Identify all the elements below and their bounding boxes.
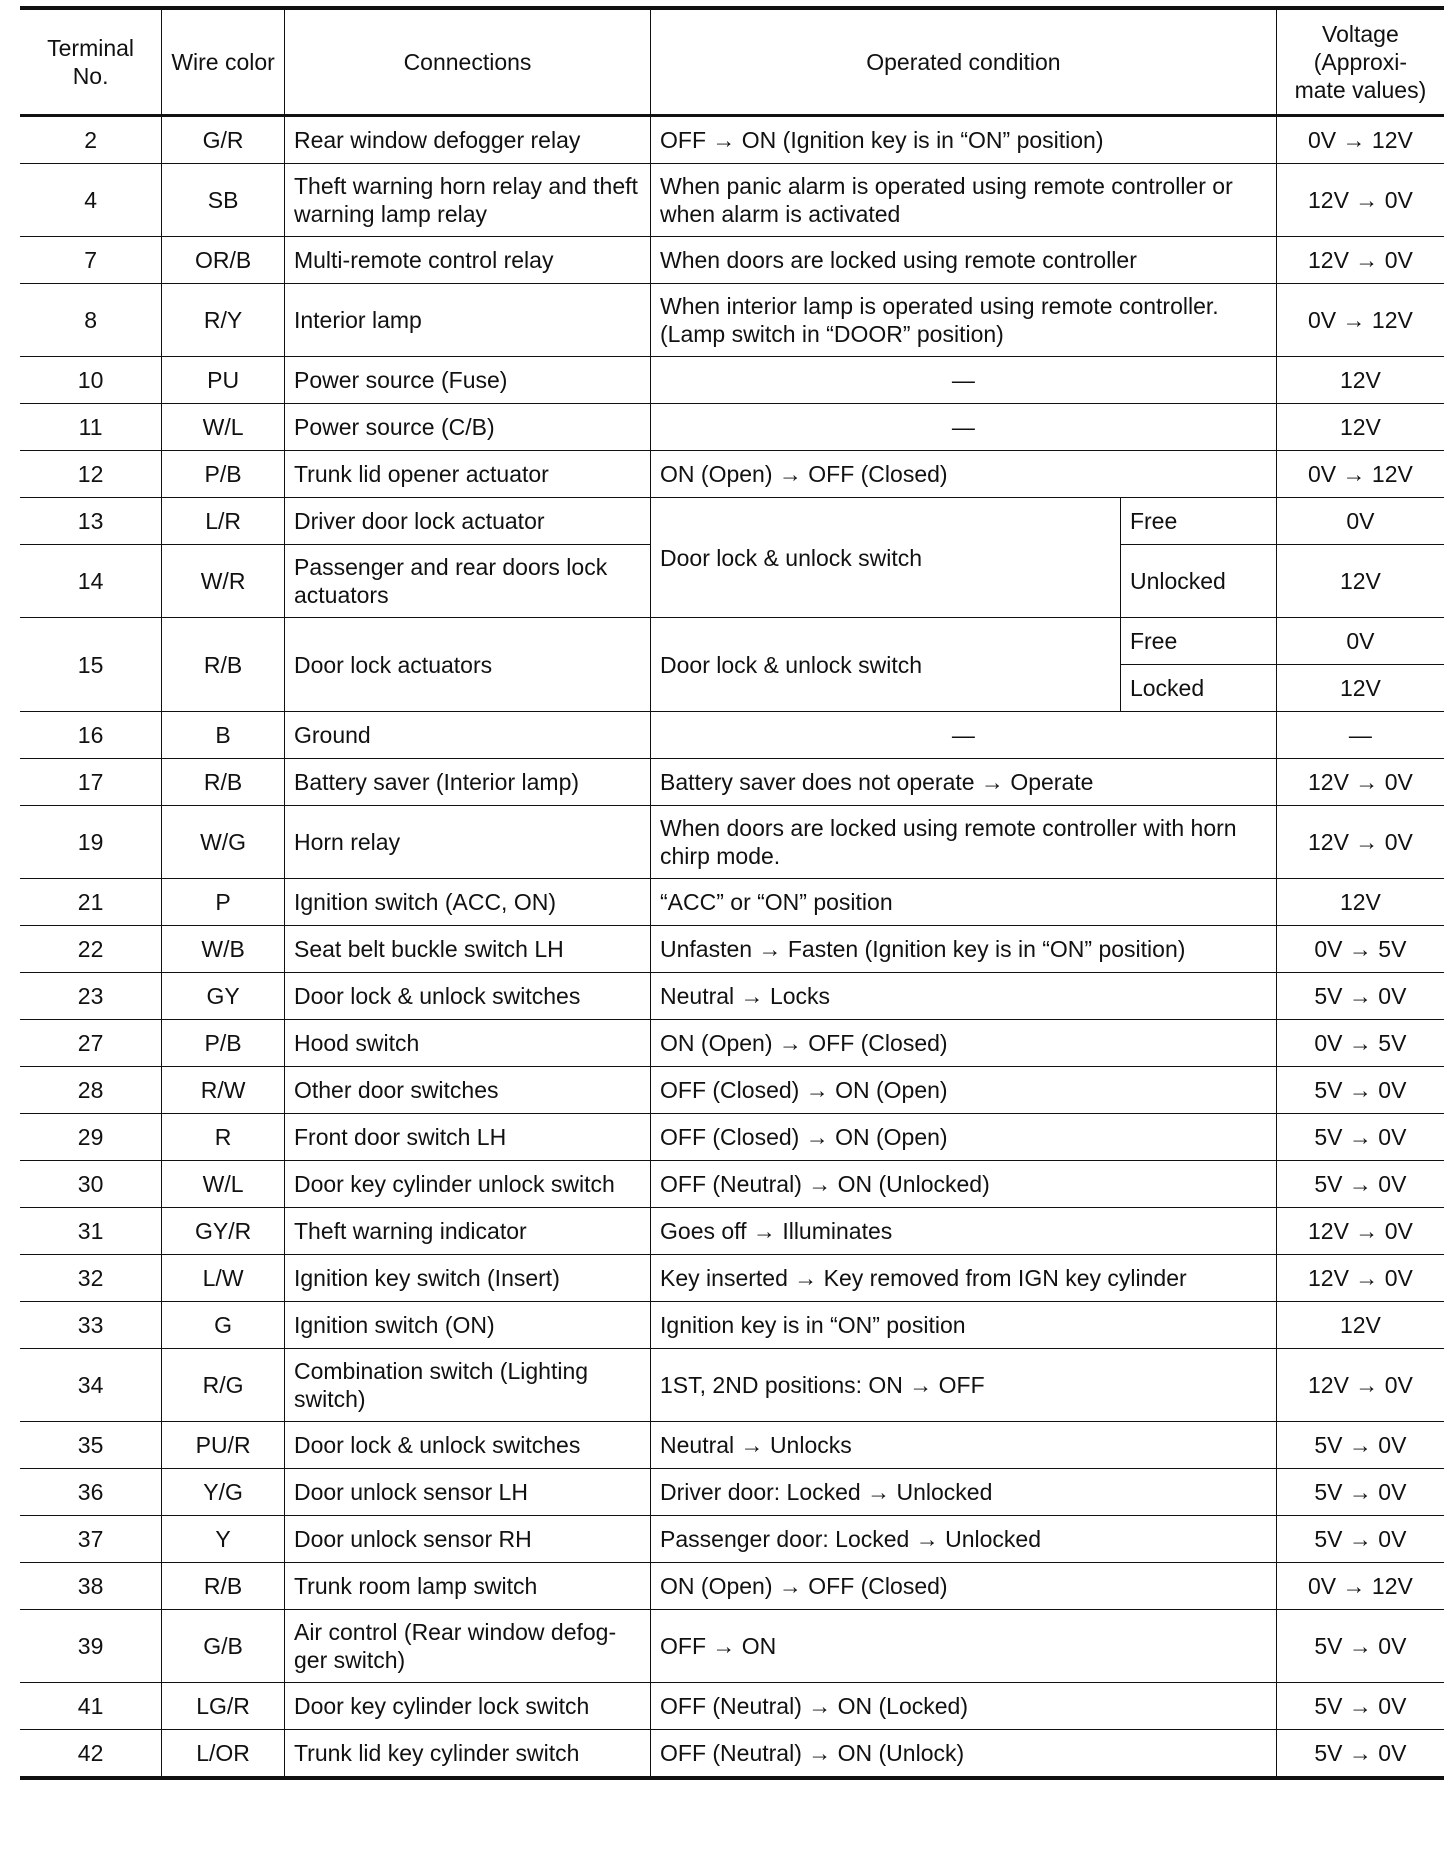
wire-color: GY: [162, 973, 285, 1020]
wire-color: W/G: [162, 806, 285, 879]
wire-color: P/B: [162, 451, 285, 498]
terminal-no: 32: [20, 1255, 162, 1302]
connection: Seat belt buckle switch LH: [284, 926, 650, 973]
operated-condition: OFF (Closed) → ON (Open): [651, 1067, 1277, 1114]
operated-condition: Neutral → Unlocks: [651, 1422, 1277, 1469]
voltage: 5V → 0V: [1276, 1610, 1444, 1683]
table-row: [20, 759, 1444, 806]
connection: Power source (Fuse): [284, 357, 650, 404]
voltage: 12V: [1276, 357, 1444, 404]
connection: Theft warning horn relay and theft warning lamp relay: [284, 164, 650, 237]
table-row: [20, 284, 1444, 357]
operated-condition: Ignition key is in “ON” position: [651, 1302, 1277, 1349]
voltage: 12V → 0V: [1276, 164, 1444, 237]
voltage: 12V: [1276, 665, 1444, 712]
voltage: 0V → 12V: [1276, 116, 1444, 164]
connection: Driver door lock actuator: [284, 498, 650, 545]
voltage: 12V → 0V: [1276, 1208, 1444, 1255]
terminal-no: 27: [20, 1020, 162, 1067]
connection: Trunk lid key cylinder switch: [284, 1730, 650, 1779]
table-row: [20, 1302, 1444, 1349]
connection: Door unlock sensor LH: [284, 1469, 650, 1516]
table-row: [20, 879, 1444, 926]
wire-color: B: [162, 712, 285, 759]
connection: Passenger and rear doors lock actuators: [284, 545, 650, 618]
table-row: [20, 1422, 1444, 1469]
operated-condition: Neutral → Locks: [651, 973, 1277, 1020]
operated-condition: OFF → ON: [651, 1610, 1277, 1683]
wire-color: P: [162, 879, 285, 926]
wire-color: R: [162, 1114, 285, 1161]
voltage: 5V → 0V: [1276, 1469, 1444, 1516]
table-row: [20, 357, 1444, 404]
header-connections: Connections: [284, 8, 650, 116]
operated-condition: “ACC” or “ON” position: [651, 879, 1277, 926]
wire-color: R/G: [162, 1349, 285, 1422]
connection: Door lock & unlock switches: [284, 1422, 650, 1469]
terminal-no: 38: [20, 1563, 162, 1610]
terminal-no: 33: [20, 1302, 162, 1349]
terminal-no: 16: [20, 712, 162, 759]
voltage: 0V → 12V: [1276, 1563, 1444, 1610]
terminal-table: [20, 6, 1444, 1780]
operated-condition: When doors are locked using remote controller: [651, 237, 1277, 284]
wire-color: W/B: [162, 926, 285, 973]
operated-condition: OFF (Neutral) → ON (Unlocked): [651, 1161, 1277, 1208]
connection: Ignition key switch (Insert): [284, 1255, 650, 1302]
terminal-no: 34: [20, 1349, 162, 1422]
connection: Power source (C/B): [284, 404, 650, 451]
voltage: 5V → 0V: [1276, 1422, 1444, 1469]
wire-color: PU/R: [162, 1422, 285, 1469]
voltage: 5V → 0V: [1276, 1114, 1444, 1161]
switch-state: Free: [1120, 618, 1276, 665]
operated-condition: OFF → ON (Ignition key is in “ON” position): [651, 116, 1277, 164]
voltage: 5V → 0V: [1276, 1730, 1444, 1779]
table-row: [20, 1255, 1444, 1302]
connection: Other door switches: [284, 1067, 650, 1114]
voltage: 0V: [1276, 618, 1444, 665]
terminal-no: 22: [20, 926, 162, 973]
voltage: 0V → 12V: [1276, 284, 1444, 357]
table-row: [20, 712, 1444, 759]
terminal-no: 29: [20, 1114, 162, 1161]
terminal-no: 41: [20, 1683, 162, 1730]
header-terminal: Terminal No.: [20, 8, 162, 116]
wire-color: P/B: [162, 1020, 285, 1067]
table-row: [20, 1683, 1444, 1730]
wire-color: R/B: [162, 618, 285, 712]
voltage: 0V: [1276, 498, 1444, 545]
terminal-no: 8: [20, 284, 162, 357]
header-operated-condition: Operated condition: [651, 8, 1277, 116]
connection: Multi-remote control relay: [284, 237, 650, 284]
wire-color: R/B: [162, 1563, 285, 1610]
voltage: 5V → 0V: [1276, 1516, 1444, 1563]
terminal-no: 28: [20, 1067, 162, 1114]
operated-condition: When interior lamp is operated using remote controller. (Lamp switch in “DOOR” position): [651, 284, 1277, 357]
connection: Door lock & unlock switches: [284, 973, 650, 1020]
operated-condition: —: [651, 404, 1277, 451]
wire-color: LG/R: [162, 1683, 285, 1730]
header-wire-color: Wire color: [162, 8, 285, 116]
terminal-no: 7: [20, 237, 162, 284]
operated-condition: OFF (Closed) → ON (Open): [651, 1114, 1277, 1161]
switch-state: Locked: [1120, 665, 1276, 712]
wire-color: PU: [162, 357, 285, 404]
connection: Ignition switch (ACC, ON): [284, 879, 650, 926]
terminal-no: 10: [20, 357, 162, 404]
table-row: [20, 1469, 1444, 1516]
terminal-no: 37: [20, 1516, 162, 1563]
connection: Ground: [284, 712, 650, 759]
operated-condition: Goes off → Illuminates: [651, 1208, 1277, 1255]
terminal-no: 15: [20, 618, 162, 712]
table-row: [20, 618, 1444, 665]
voltage: 12V → 0V: [1276, 1349, 1444, 1422]
terminal-no: 19: [20, 806, 162, 879]
wire-color: R/B: [162, 759, 285, 806]
operated-condition: Door lock & unlock switch: [651, 618, 1121, 712]
operated-condition: —: [651, 712, 1277, 759]
voltage: 12V: [1276, 1302, 1444, 1349]
terminal-no: 36: [20, 1469, 162, 1516]
voltage: 5V → 0V: [1276, 1161, 1444, 1208]
table-row: [20, 404, 1444, 451]
voltage: 12V → 0V: [1276, 1255, 1444, 1302]
wire-color: G/B: [162, 1610, 285, 1683]
terminal-no: 2: [20, 116, 162, 164]
table-row: [20, 164, 1444, 237]
operated-condition: Passenger door: Locked → Unlocked: [651, 1516, 1277, 1563]
voltage: 12V → 0V: [1276, 759, 1444, 806]
switch-state: Unlocked: [1120, 545, 1276, 618]
wire-color: Y: [162, 1516, 285, 1563]
table-row: [20, 1516, 1444, 1563]
terminal-no: 4: [20, 164, 162, 237]
operated-condition: When panic alarm is operated using remote controller or when alarm is activated: [651, 164, 1277, 237]
operated-condition: Battery saver does not operate → Operate: [651, 759, 1277, 806]
wire-color: L/R: [162, 498, 285, 545]
operated-condition: OFF (Neutral) → ON (Unlock): [651, 1730, 1277, 1779]
voltage: 0V → 5V: [1276, 1020, 1444, 1067]
terminal-no: 39: [20, 1610, 162, 1683]
terminal-no: 21: [20, 879, 162, 926]
connection: Door key cylinder lock switch: [284, 1683, 650, 1730]
wire-color: G/R: [162, 116, 285, 164]
wire-color: R/W: [162, 1067, 285, 1114]
connection: Trunk lid opener actuator: [284, 451, 650, 498]
terminal-no: 13: [20, 498, 162, 545]
table-row: [20, 1161, 1444, 1208]
wire-color: Y/G: [162, 1469, 285, 1516]
table-row: [20, 806, 1444, 879]
table-row: [20, 1208, 1444, 1255]
header-voltage: Voltage (Approxi- mate values): [1276, 8, 1444, 116]
terminal-no: 31: [20, 1208, 162, 1255]
operated-condition: Driver door: Locked → Unlocked: [651, 1469, 1277, 1516]
voltage: 12V: [1276, 545, 1444, 618]
voltage: 0V → 12V: [1276, 451, 1444, 498]
operated-condition: ON (Open) → OFF (Closed): [651, 451, 1277, 498]
connection: Interior lamp: [284, 284, 650, 357]
wire-color: GY/R: [162, 1208, 285, 1255]
connection: Front door switch LH: [284, 1114, 650, 1161]
connection: Battery saver (Interior lamp): [284, 759, 650, 806]
table-row: [20, 926, 1444, 973]
table-row: [20, 451, 1444, 498]
operated-condition: Key inserted → Key removed from IGN key cylinder: [651, 1255, 1277, 1302]
table-row: [20, 1114, 1444, 1161]
voltage: 5V → 0V: [1276, 1067, 1444, 1114]
connection: Combination switch (Lighting switch): [284, 1349, 650, 1422]
terminal-no: 14: [20, 545, 162, 618]
operated-condition: 1ST, 2ND positions: ON → OFF: [651, 1349, 1277, 1422]
operated-condition: Unfasten → Fasten (Ignition key is in “ON” position): [651, 926, 1277, 973]
operated-condition: OFF (Neutral) → ON (Locked): [651, 1683, 1277, 1730]
connection: Rear window defogger relay: [284, 116, 650, 164]
connection: Horn relay: [284, 806, 650, 879]
connection: Ignition switch (ON): [284, 1302, 650, 1349]
voltage: 0V → 5V: [1276, 926, 1444, 973]
operated-condition: —: [651, 357, 1277, 404]
terminal-no: 35: [20, 1422, 162, 1469]
wire-color: SB: [162, 164, 285, 237]
table-row: [20, 973, 1444, 1020]
table-row: [20, 1067, 1444, 1114]
voltage: 5V → 0V: [1276, 1683, 1444, 1730]
wire-color: W/L: [162, 1161, 285, 1208]
wire-color: OR/B: [162, 237, 285, 284]
header-row: [20, 8, 1444, 116]
terminal-no: 12: [20, 451, 162, 498]
wire-color: L/OR: [162, 1730, 285, 1779]
voltage: 5V → 0V: [1276, 973, 1444, 1020]
wire-color: W/R: [162, 545, 285, 618]
wire-color: R/Y: [162, 284, 285, 357]
operated-condition: Door lock & unlock switch: [651, 498, 1121, 618]
table-row: [20, 1563, 1444, 1610]
voltage: —: [1276, 712, 1444, 759]
terminal-no: 11: [20, 404, 162, 451]
operated-condition: ON (Open) → OFF (Closed): [651, 1563, 1277, 1610]
switch-state: Free: [1120, 498, 1276, 545]
table-row: [20, 1020, 1444, 1067]
table-row: [20, 1610, 1444, 1683]
connection: Door lock actuators: [284, 618, 650, 712]
wire-color: G: [162, 1302, 285, 1349]
connection: Door key cylinder unlock switch: [284, 1161, 650, 1208]
connection: Theft warning indicator: [284, 1208, 650, 1255]
table-row: [20, 1349, 1444, 1422]
voltage: 12V: [1276, 879, 1444, 926]
connection: Trunk room lamp switch: [284, 1563, 650, 1610]
terminal-no: 30: [20, 1161, 162, 1208]
terminal-no: 17: [20, 759, 162, 806]
table-row: [20, 116, 1444, 164]
connection: Door unlock sensor RH: [284, 1516, 650, 1563]
table-row: [20, 237, 1444, 284]
terminal-table-sheet: [20, 6, 1444, 1780]
connection: Air control (Rear window defog- ger switch): [284, 1610, 650, 1683]
voltage: 12V: [1276, 404, 1444, 451]
terminal-no: 42: [20, 1730, 162, 1779]
voltage: 12V → 0V: [1276, 806, 1444, 879]
table-row: [20, 498, 1444, 545]
table-row: [20, 1730, 1444, 1779]
terminal-no: 23: [20, 973, 162, 1020]
voltage: 12V → 0V: [1276, 237, 1444, 284]
connection: Hood switch: [284, 1020, 650, 1067]
operated-condition: When doors are locked using remote controller with horn chirp mode.: [651, 806, 1277, 879]
operated-condition: ON (Open) → OFF (Closed): [651, 1020, 1277, 1067]
wire-color: W/L: [162, 404, 285, 451]
wire-color: L/W: [162, 1255, 285, 1302]
